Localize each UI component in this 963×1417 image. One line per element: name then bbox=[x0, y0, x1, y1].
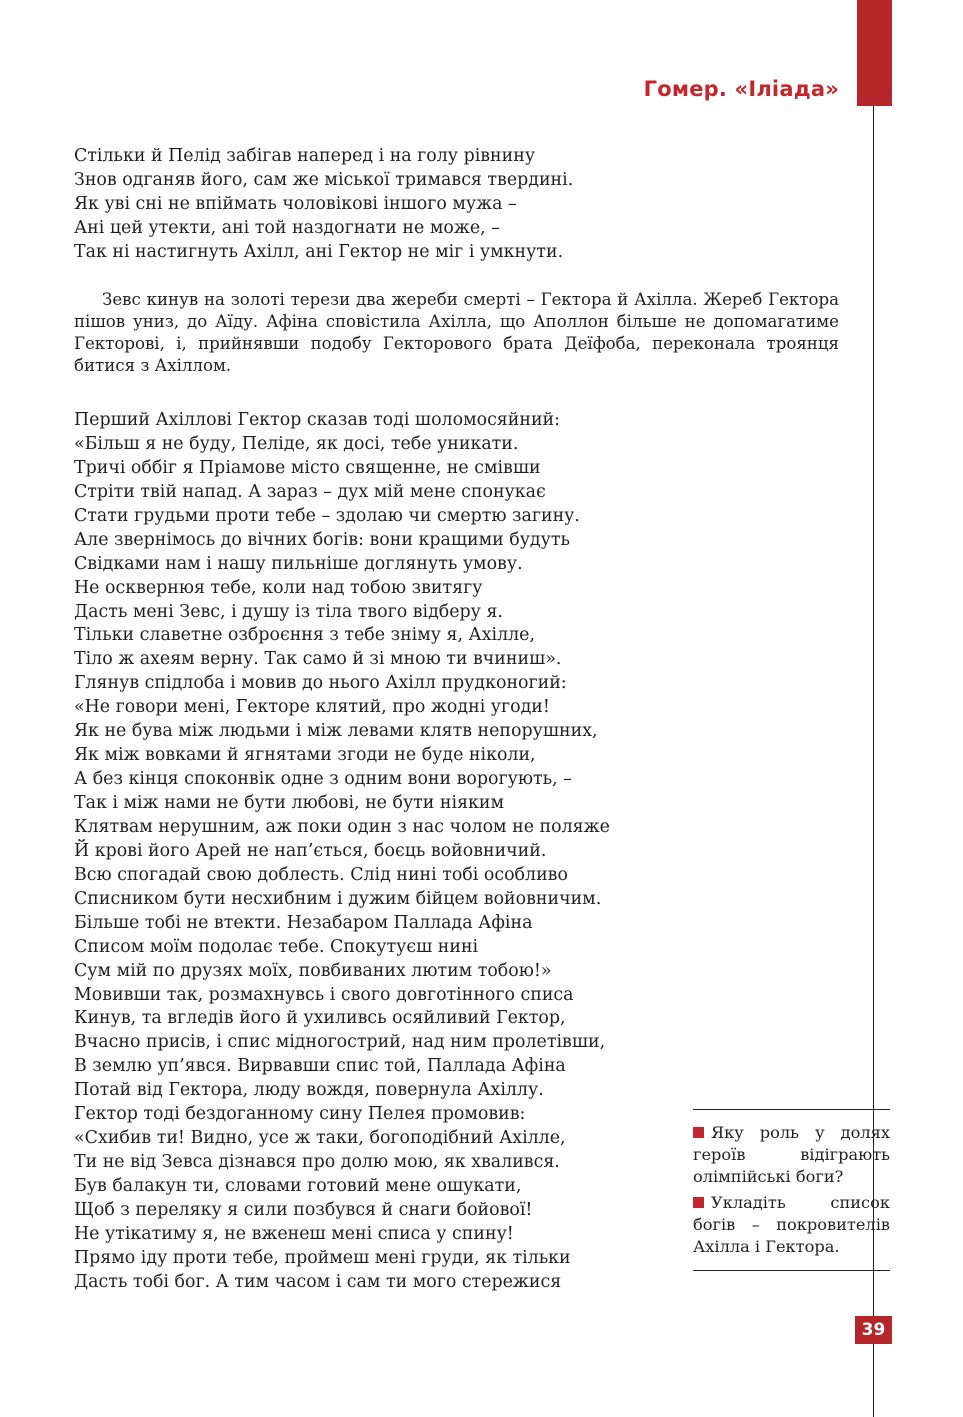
verse-line: Не осквернюя тебе, коли над тобою звитягу bbox=[74, 577, 483, 598]
verse-line: В землю уп’явся. Вирвавши спис той, Паллада Афіна bbox=[74, 1056, 566, 1077]
verse-line: Прямо іду проти тебе, проймеш мені груди, як тільки bbox=[74, 1247, 571, 1268]
verse-line: Гектор тоді бездоганному сину Пелея промовив: bbox=[74, 1104, 526, 1125]
verse-line: Так ні настигнуть Ахілл, ані Гектор не міг і умкнути. bbox=[74, 241, 564, 262]
square-bullet-icon bbox=[693, 1197, 704, 1208]
verse-line: Й крові його Арей не нап’ється, боєць войовничий. bbox=[74, 840, 547, 861]
sidebar-bottom-rule bbox=[693, 1270, 890, 1271]
verse-line: Кинув, та вгледів його й ухиливсь осяйливий Гектор, bbox=[74, 1008, 566, 1029]
verse-line: Стріти твій напад. А зараз – дух мій мене спонукає bbox=[74, 481, 546, 502]
verse-line: Знов одганяв його, сам же міської тримався твердині. bbox=[74, 169, 574, 190]
sidebar-questions bbox=[693, 1122, 890, 1262]
prose-summary: Зевс кинув на золоті терези два жереби смерті – Гектора й Ахілла. Жереб Гектора пішов униз, до Аїду. Афіна сповістила Ахілла, що Аполлон більше не допомагатиме Гекторові, і, прийнявши подобу Гекторового брата Деїфоба, переконала троянця битися з Ахіллом. bbox=[74, 290, 839, 375]
sidebar-top-rule bbox=[693, 1109, 890, 1110]
verse-line: Перший Ахіллові Гектор сказав тоді шоломосяйний: bbox=[74, 410, 561, 430]
verse-line: «Більш я не буду, Пеліде, як досі, тебе уникати. bbox=[74, 433, 519, 454]
verse-line: Потай від Гектора, люду вождя, повернула Ахіллу. bbox=[74, 1080, 544, 1101]
verse-line: Як уві сні не впіймать чоловікові іншого мужа – bbox=[74, 193, 517, 214]
page-number: 39 bbox=[855, 1316, 892, 1344]
verse-line: Але звернімось до вічних богів: вони кращими будуть bbox=[74, 529, 570, 550]
verse-line: «Не говори мені, Гекторе клятий, про жодні угоди! bbox=[74, 697, 550, 718]
verse-line: Стільки й Пелід забігав наперед і на голу рівнину bbox=[74, 146, 536, 166]
verse-line: Тіло ж ахеям верну. Так само й зі мною ти вчиниш». bbox=[74, 649, 562, 670]
verse-line: Як не бува між людьми і між левами клятв непорушних, bbox=[74, 721, 598, 742]
verse-line: Ти не від Зевса дізнався про долю мою, як хвалився. bbox=[74, 1152, 560, 1173]
verse-line: Як між вовками й ягнятами згоди не буде ніколи, bbox=[74, 745, 536, 766]
verse-line: Більше тобі не втекти. Незабаром Паллада Афіна bbox=[74, 912, 533, 933]
question-item bbox=[693, 1122, 890, 1188]
verse-line: Ані цей утекти, ані той наздогнати не може, – bbox=[74, 217, 500, 238]
verse-line: Щоб з переляку я сили позбувся й снаги бойової! bbox=[74, 1199, 533, 1220]
verse-line: Стати грудьми проти тебе – здолаю чи смертю загину. bbox=[74, 505, 580, 526]
verse-line: Тільки славетне озброєння з тебе зніму я, Ахілле, bbox=[74, 625, 536, 646]
verse-line: Клятвам нерушним, аж поки один з нас чолом не поляже bbox=[74, 816, 610, 837]
verse-line: «Схибив ти! Видно, усе ж таки, богоподібний Ахілле, bbox=[74, 1128, 566, 1149]
verse-line: Сум мій по друзях моїх, повбиваних лютим тобою!» bbox=[74, 960, 552, 981]
verse-line: Дасть мені Зевс, і душу із тіла твого відберу я. bbox=[74, 601, 503, 622]
verse-line: Був балакун ти, словами готовий мене ошукати, bbox=[74, 1176, 522, 1196]
red-corner-tab bbox=[857, 0, 892, 106]
verse-line: Вчасно присів, і спис мідногострий, над ним пролетівши, bbox=[74, 1032, 606, 1053]
verse-line: А без кінця споконвік одне з одним вони ворогують, – bbox=[74, 769, 572, 790]
verse-line: Мовивши так, розмахнувсь і свого довготінного списа bbox=[74, 984, 574, 1005]
verse-block-1 bbox=[74, 145, 854, 265]
verse-line: Свідками нам і нашу пильніше доглянуть умову. bbox=[74, 553, 523, 574]
verse-line: Глянув спідлоба і мовив до нього Ахілл прудконогий: bbox=[74, 673, 567, 694]
verse-line: Списником бути несхибним і дужим бійцем войовничим. bbox=[74, 888, 602, 909]
square-bullet-icon bbox=[693, 1127, 704, 1138]
question-item bbox=[693, 1192, 890, 1258]
verse-line: Так і між нами не бути любові, не бути ніяким bbox=[74, 793, 505, 813]
verse-line: Не утікатиму я, не вженеш мені списа у спину! bbox=[74, 1223, 514, 1244]
running-header: Гомер. «Іліада» bbox=[643, 77, 839, 101]
verse-line: Дасть тобі бог. А тим часом і сам ти мого стережися bbox=[74, 1271, 562, 1292]
question-text: Яку роль у долях героїв відіграють олімпійські боги? bbox=[693, 1123, 890, 1186]
question-text: Укладіть список богів – покровителів Ахілла і Гектора. bbox=[693, 1193, 890, 1256]
verse-line: Тричі оббіг я Пріамове місто священне, не смівши bbox=[74, 457, 541, 478]
verse-line: Списом моїм подолає тебе. Спокутуєш нині bbox=[74, 936, 479, 957]
verse-line: Всю спогадай свою доблесть. Слід нині тобі особливо bbox=[74, 864, 568, 885]
